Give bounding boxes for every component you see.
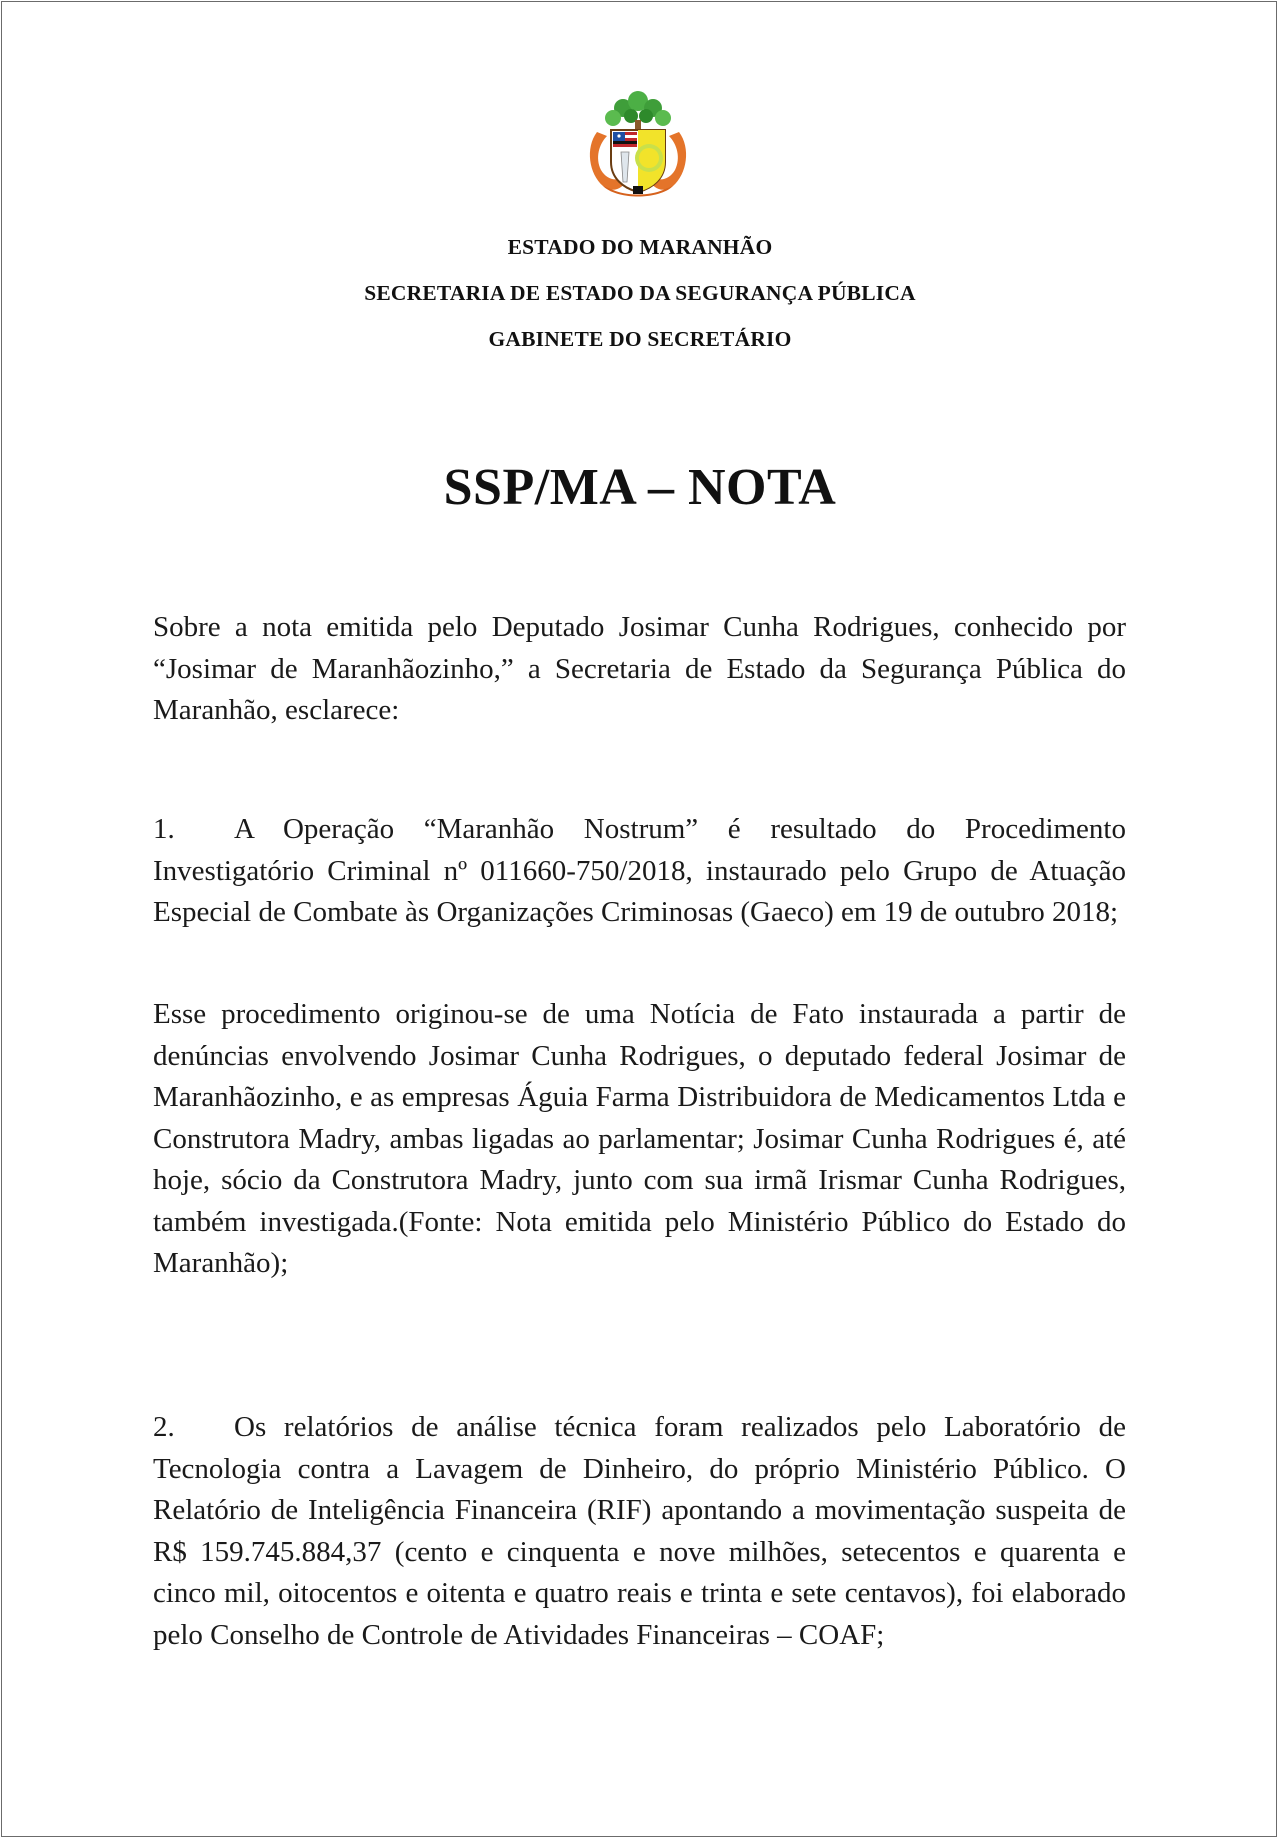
- item-number: 2.: [153, 1411, 175, 1443]
- item-text: Os relatórios de análise técnica foram realizados pelo Laboratório de Tecnologia contra a Lavagem de Dinheiro, do próprio Ministério Público. O Relatório de Inteligência Financeira (RIF) apontando a movimentação suspeita de R$ 159.745.884,37 (cento e cinquenta e nove milhões, setecentos e quarenta e cinco mil, oitocentos e oitenta e quatro reais e trinta e sete centavos), foi elaborado pelo Conselho de Controle de Atividades Financeiras – COAF;: [153, 1411, 1126, 1651]
- header-state: ESTADO DO MARANHÃO: [507, 235, 773, 259]
- header-cabinet: GABINETE DO SECRETÁRIO: [488, 327, 792, 351]
- item-continuation-paragraph: Esse procedimento originou-se de uma Notícia de Fato instaurada a partir de denúncias envolvendo Josimar Cunha Rodrigues, o deputado federal Josimar de Maranhãozinho, e as empresas Águia Farma Distribuidora de Medicamentos Ltda e Construtora Madry, ambas ligadas ao parlamentar; Josimar Cunha Rodrigues é, até hoje, sócio da Construtora Madry, junto com sua irmã Irismar Cunha Rodrigues, também investigada.(Fonte: Nota emitida pelo Ministério Público do Estado do Maranhão);: [153, 998, 1126, 1279]
- maranhao-coat-of-arms-icon: [583, 90, 693, 202]
- document-header: [0, 232, 1280, 370]
- item-number: 1.: [153, 813, 175, 845]
- list-item: [153, 1407, 1126, 1656]
- intro-paragraph: Sobre a nota emitida pelo Deputado Josimar Cunha Rodrigues, conhecido por “Josimar de Maranhãozinho,” a Secretaria de Estado da Segurança Pública do Maranhão, esclarece:: [153, 611, 1126, 726]
- list-item: [153, 809, 1126, 934]
- item-text: A Operação “Maranhão Nostrum” é resultado do Procedimento Investigatório Criminal nº 011660-750/2018, instaurado pelo Grupo de Atuação Especial de Combate às Organizações Criminosas (Gaeco) em 19 de outubro 2018;: [153, 813, 1126, 928]
- page-title: SSP/MA – NOTA: [443, 459, 837, 516]
- header-secretariat: SECRETARIA DE ESTADO DA SEGURANÇA PÚBLICA: [364, 281, 916, 305]
